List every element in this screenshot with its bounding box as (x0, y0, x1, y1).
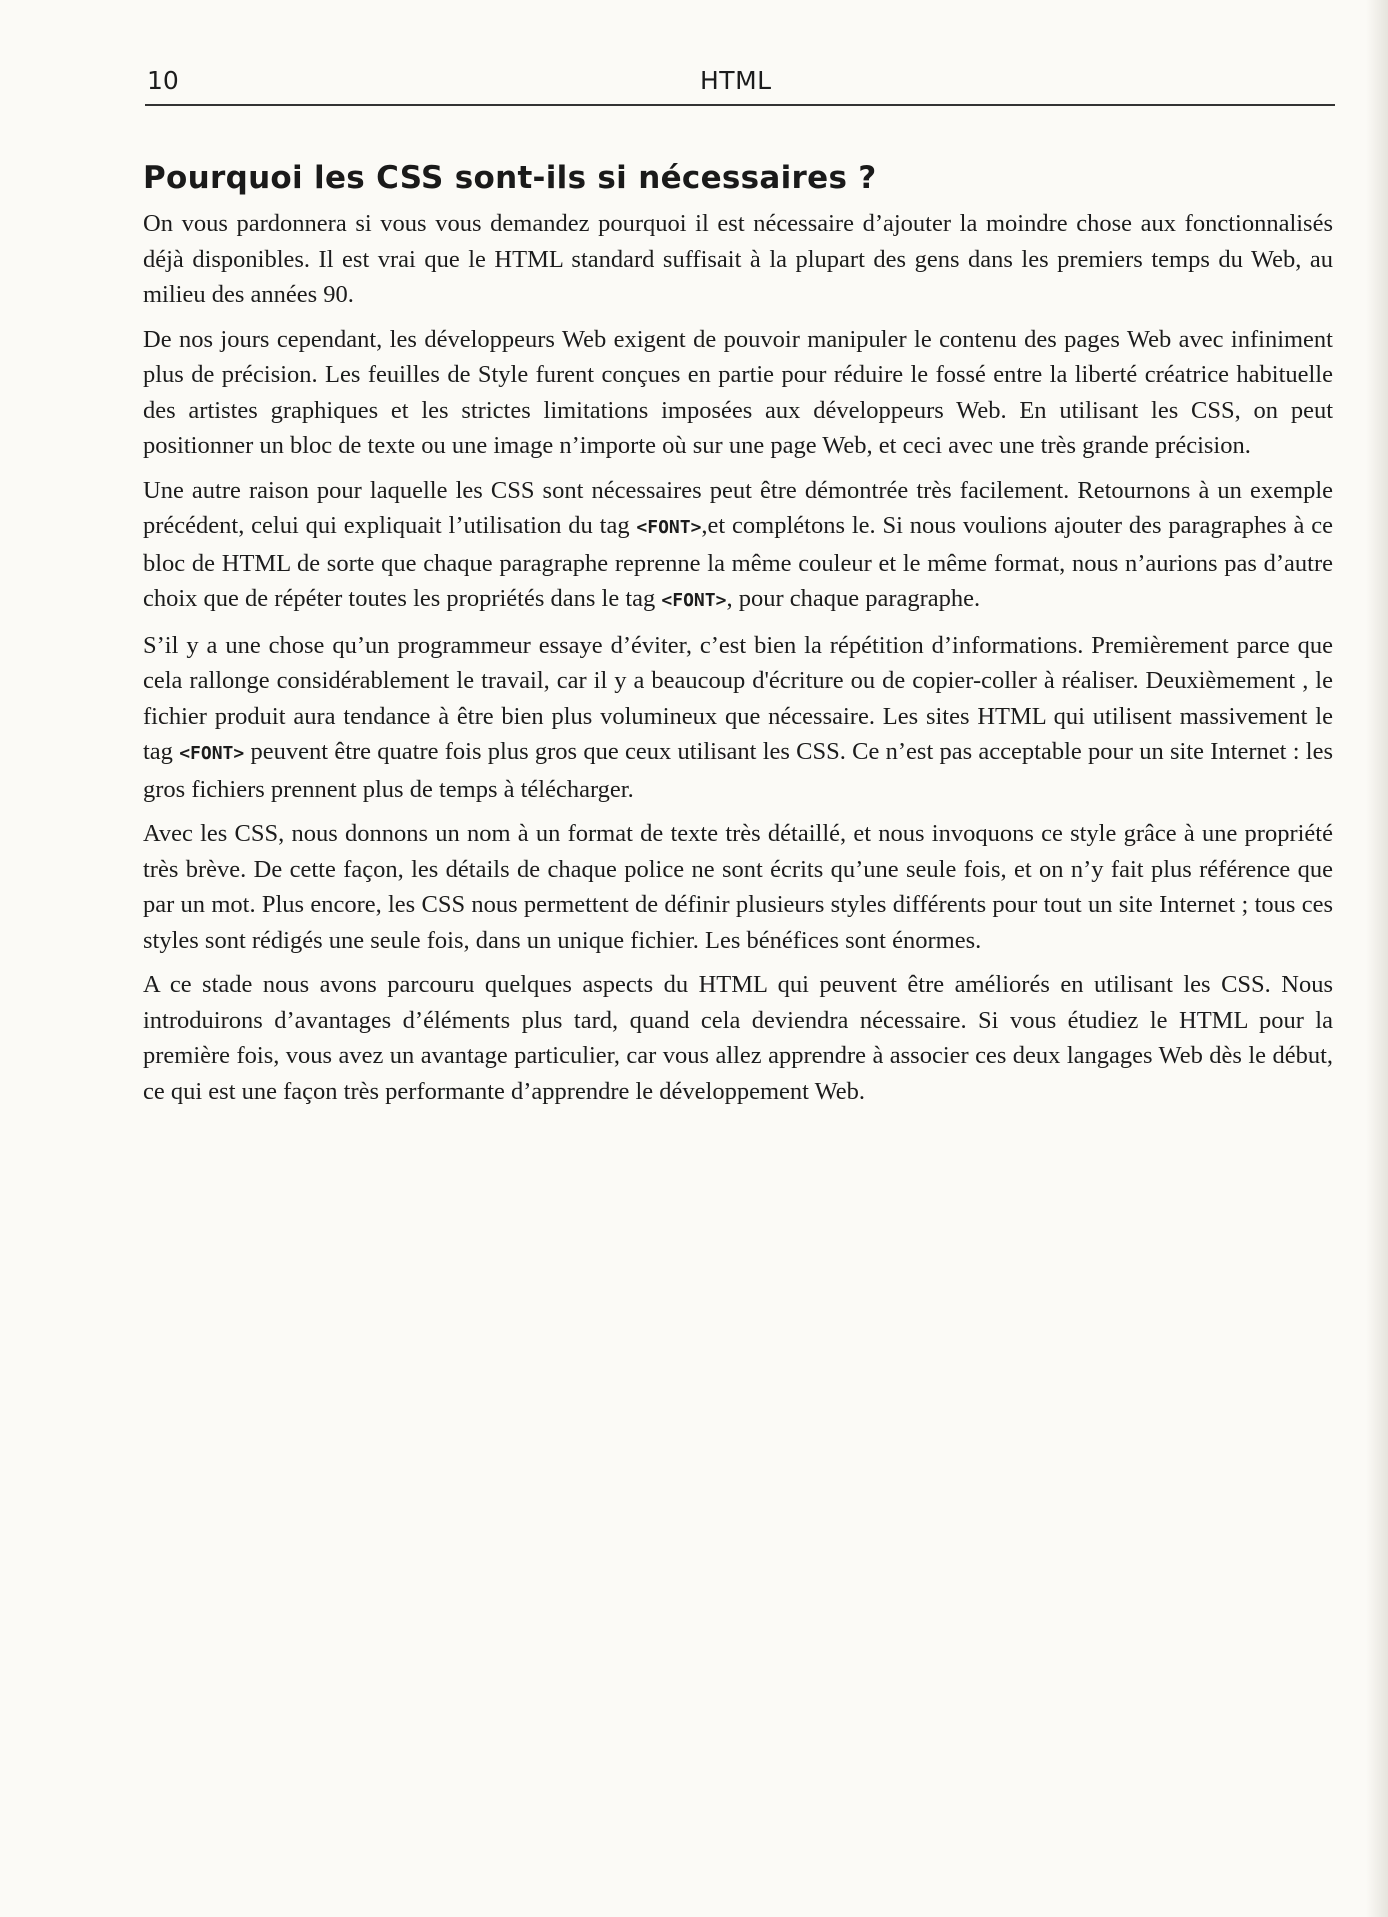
paragraph-2: De nos jours cependant, les développeurs Web exigent de pouvoir manipuler le contenu des pages Web avec infiniment plus de précision. Les feuilles de Style furent conçues en partie pour réduire le fossé entre la liberté créatrice habituelle des artistes graphiques et les strictes limitations imposées aux développeurs Web. En utilisant les CSS, on peut positionner un bloc de texte ou une image n’importe où sur une page Web, et ceci avec une très grande précision. (143, 325, 1333, 459)
paragraph-6: A ce stade nous avons parcouru quelques aspects du HTML qui peuvent être améliorés en utilisant les CSS. Nous introduirons d’avantages d’éléments plus tard, quand cela deviendra nécessaire. Si vous étudiez le HTML pour la première fois, vous avez un avantage particulier, car vous allez apprendre à associer ces deux langages Web dès le début, ce qui est une façon très performante d’apprendre le développement Web. (143, 971, 1333, 1105)
page-content (143, 158, 1333, 1118)
page-edge-shadow (1366, 0, 1388, 1917)
font-tag-code: <FONT> (636, 517, 702, 538)
page-header (145, 60, 1335, 106)
font-tag-code: <FONT> (661, 590, 727, 611)
paragraph-4-text-a: S’il y a une chose qu’un programmeur essaye d’éviter, c’est bien la répétition d’informations. Premièrement parce que cela rallonge considérablement le travail, car il y a beaucoup d'écriture ou de copier-coller à réaliser. Deuxièmement , le fichier produit aura tendance à être bien plus volumineux que nécessaire. Les sites HTML qui utilisent massivement le tag (143, 631, 1333, 765)
paragraph-3-text-c: , pour chaque paragraphe. (726, 585, 981, 612)
page-number: 10 (147, 66, 179, 95)
paragraph-3-text-a: Une autre raison pour laquelle les CSS sont nécessaires peut être démontrée très facilement. Retournons à un exemple précédent, celui qui expliquait l’utilisation du tag (143, 476, 1333, 539)
font-tag-code: <FONT> (179, 743, 245, 764)
paragraph-3 (143, 473, 1333, 619)
paragraph-1: On vous pardonnera si vous vous demandez pourquoi il est nécessaire d’ajouter la moindre chose aux fonctionnalisés déjà disponibles. Il est vrai que le HTML standard suffisait à la plupart des gens dans les premiers temps du Web, au milieu des années 90. (143, 210, 1333, 308)
paragraph-5: Avec les CSS, nous donnons un nom à un format de texte très détaillé, et nous invoquons ce style grâce à une propriété très brève. De cette façon, les détails de chaque police ne sont écrits qu’une seule fois, et on n’y fait plus référence que par un mot. Plus encore, les CSS nous permettent de définir plusieurs styles différents pour tout un site Internet ; tous ces styles sont rédigés une seule fois, dans un unique fichier. Les bénéfices sont énormes. (143, 820, 1333, 954)
paragraph-4 (143, 628, 1333, 808)
paragraph-4-text-b: peuvent être quatre fois plus gros que ceux utilisant les CSS. Ce n’est pas acceptable pour un site Internet : les gros fichiers prennent plus de temps à télécharger. (143, 738, 1333, 803)
section-heading: Pourquoi les CSS sont-ils si nécessaires ? (143, 160, 877, 196)
running-title: HTML (700, 66, 772, 95)
paragraph-3-text-b: ,et complétons le. Si nous voulions ajouter des paragraphes à ce bloc de HTML de sorte que chaque paragraphe reprenne la même couleur et le même format, nous n’aurions pas d’autre choix que de répéter toutes les propriétés dans le tag (143, 512, 1333, 612)
